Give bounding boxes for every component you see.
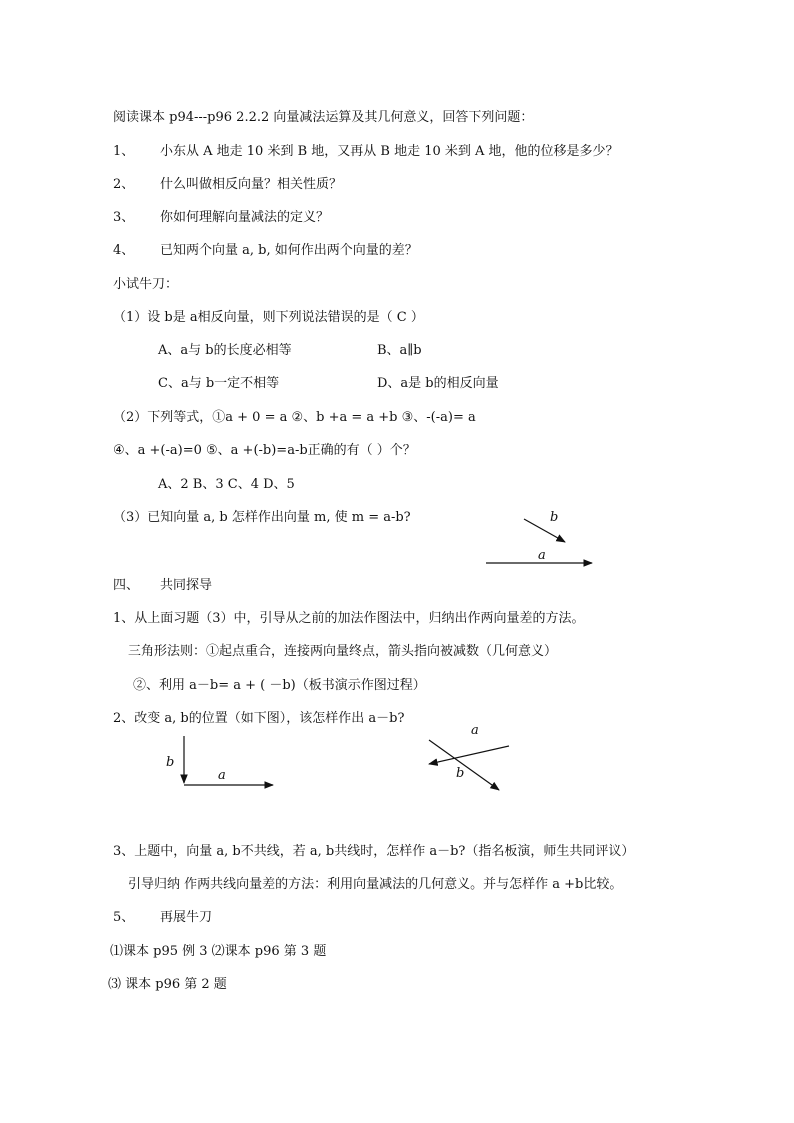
explore-item-2: 2、改变 a, b的位置（如下图），该怎样作出 a－b?	[113, 711, 405, 726]
practice-1-option-c: C、a与 b一定不相等	[158, 376, 280, 391]
vector-a-label: a	[538, 548, 546, 563]
question-2-text: 什么叫做相反向量？相关性质？	[160, 177, 343, 192]
question-2-number: 2、	[113, 177, 135, 192]
explore-item-3: 3、上题中，向量 a, b不共线，若 a, b共线时，怎样作 a－b?（指名板演，师生共同评议）	[113, 844, 635, 859]
question-4-number: 4、	[113, 243, 135, 258]
question-3-text: 你如何理解向量减法的定义？	[160, 210, 330, 225]
section-4-number: 四、	[113, 578, 140, 593]
practice-1-option-d: D、a是 b的相反向量	[377, 376, 499, 391]
practice-3-stem: （3）已知向量 a, b 怎样作出向量 m, 使 m = a-b?	[113, 510, 411, 525]
practice-2-line-2: ④、a +(-a)=0 ⑤、a +(-b)=a-b正确的有（ ）个？	[113, 443, 416, 458]
question-1-text: 小东从 A 地走 10 米到 B 地，又再从 B 地走 10 米到 A 地，他的位移是多少？	[160, 144, 619, 159]
practice-1-stem: （1）设 b是 a相反向量，则下列说法错误的是（ C ）	[113, 310, 424, 325]
question-1-number: 1、	[113, 144, 135, 159]
practice-1-option-a: A、a与 b的长度必相等	[158, 343, 292, 358]
homework-line-2: ⑶ 课本 p96 第 2 题	[108, 977, 227, 992]
vector-b-arrow	[524, 519, 565, 542]
guide-text: 引导归纳 作两共线向量差的方法：利用向量减法的几何意义。并与怎样作 a +b比较。	[128, 877, 623, 892]
practice-2-options: A、2 B、3 C、4 D、5	[158, 477, 295, 492]
vector-figure-3	[420, 722, 520, 797]
intro-text: 阅读课本 p94---p96 2.2.2 向量减法运算及其几何意义，回答下列问题：	[113, 110, 534, 125]
question-4-text: 已知两个向量 a, b, 如何作出两个向量的差？	[160, 243, 418, 258]
homework-line-1: ⑴课本 p95 例 3 ⑵课本 p96 第 3 题	[110, 944, 327, 959]
explore-item-1: 1、从上面习题（3）中，引导从之前的加法作图法中，归纳出作两向量差的方法。	[113, 611, 585, 626]
vector-b-label-2: b	[166, 755, 175, 770]
question-3-number: 3、	[113, 210, 135, 225]
section-5-number: 5、	[113, 910, 135, 925]
vector-b-diagonal-arrow	[429, 740, 499, 790]
vector-figure-1	[480, 505, 605, 575]
vector-b-label-3: b	[456, 766, 465, 781]
vector-a-label-2: a	[218, 768, 226, 783]
vector-b-label: b	[550, 510, 559, 525]
practice-1-option-b: B、a∥b	[377, 343, 422, 358]
vector-a-label-3: a	[471, 723, 479, 738]
section-4-title: 共同探导	[160, 578, 213, 593]
practice-2-line-1: （2）下列等式，①a + 0 = a ②、b +a = a +b ③、-(-a)= a	[113, 410, 476, 425]
practice-title: 小试牛刀：	[113, 277, 179, 292]
vector-figure-2	[160, 730, 285, 800]
section-5-title: 再展牛刀	[160, 910, 213, 925]
triangle-rule-text: 三角形法则：①起点重合，连接两向量终点，箭头指向被减数（几何意义）	[128, 644, 558, 659]
rule-2-text: ②、利用 a－b= a + ( －b)（板书演示作图过程）	[133, 678, 426, 693]
